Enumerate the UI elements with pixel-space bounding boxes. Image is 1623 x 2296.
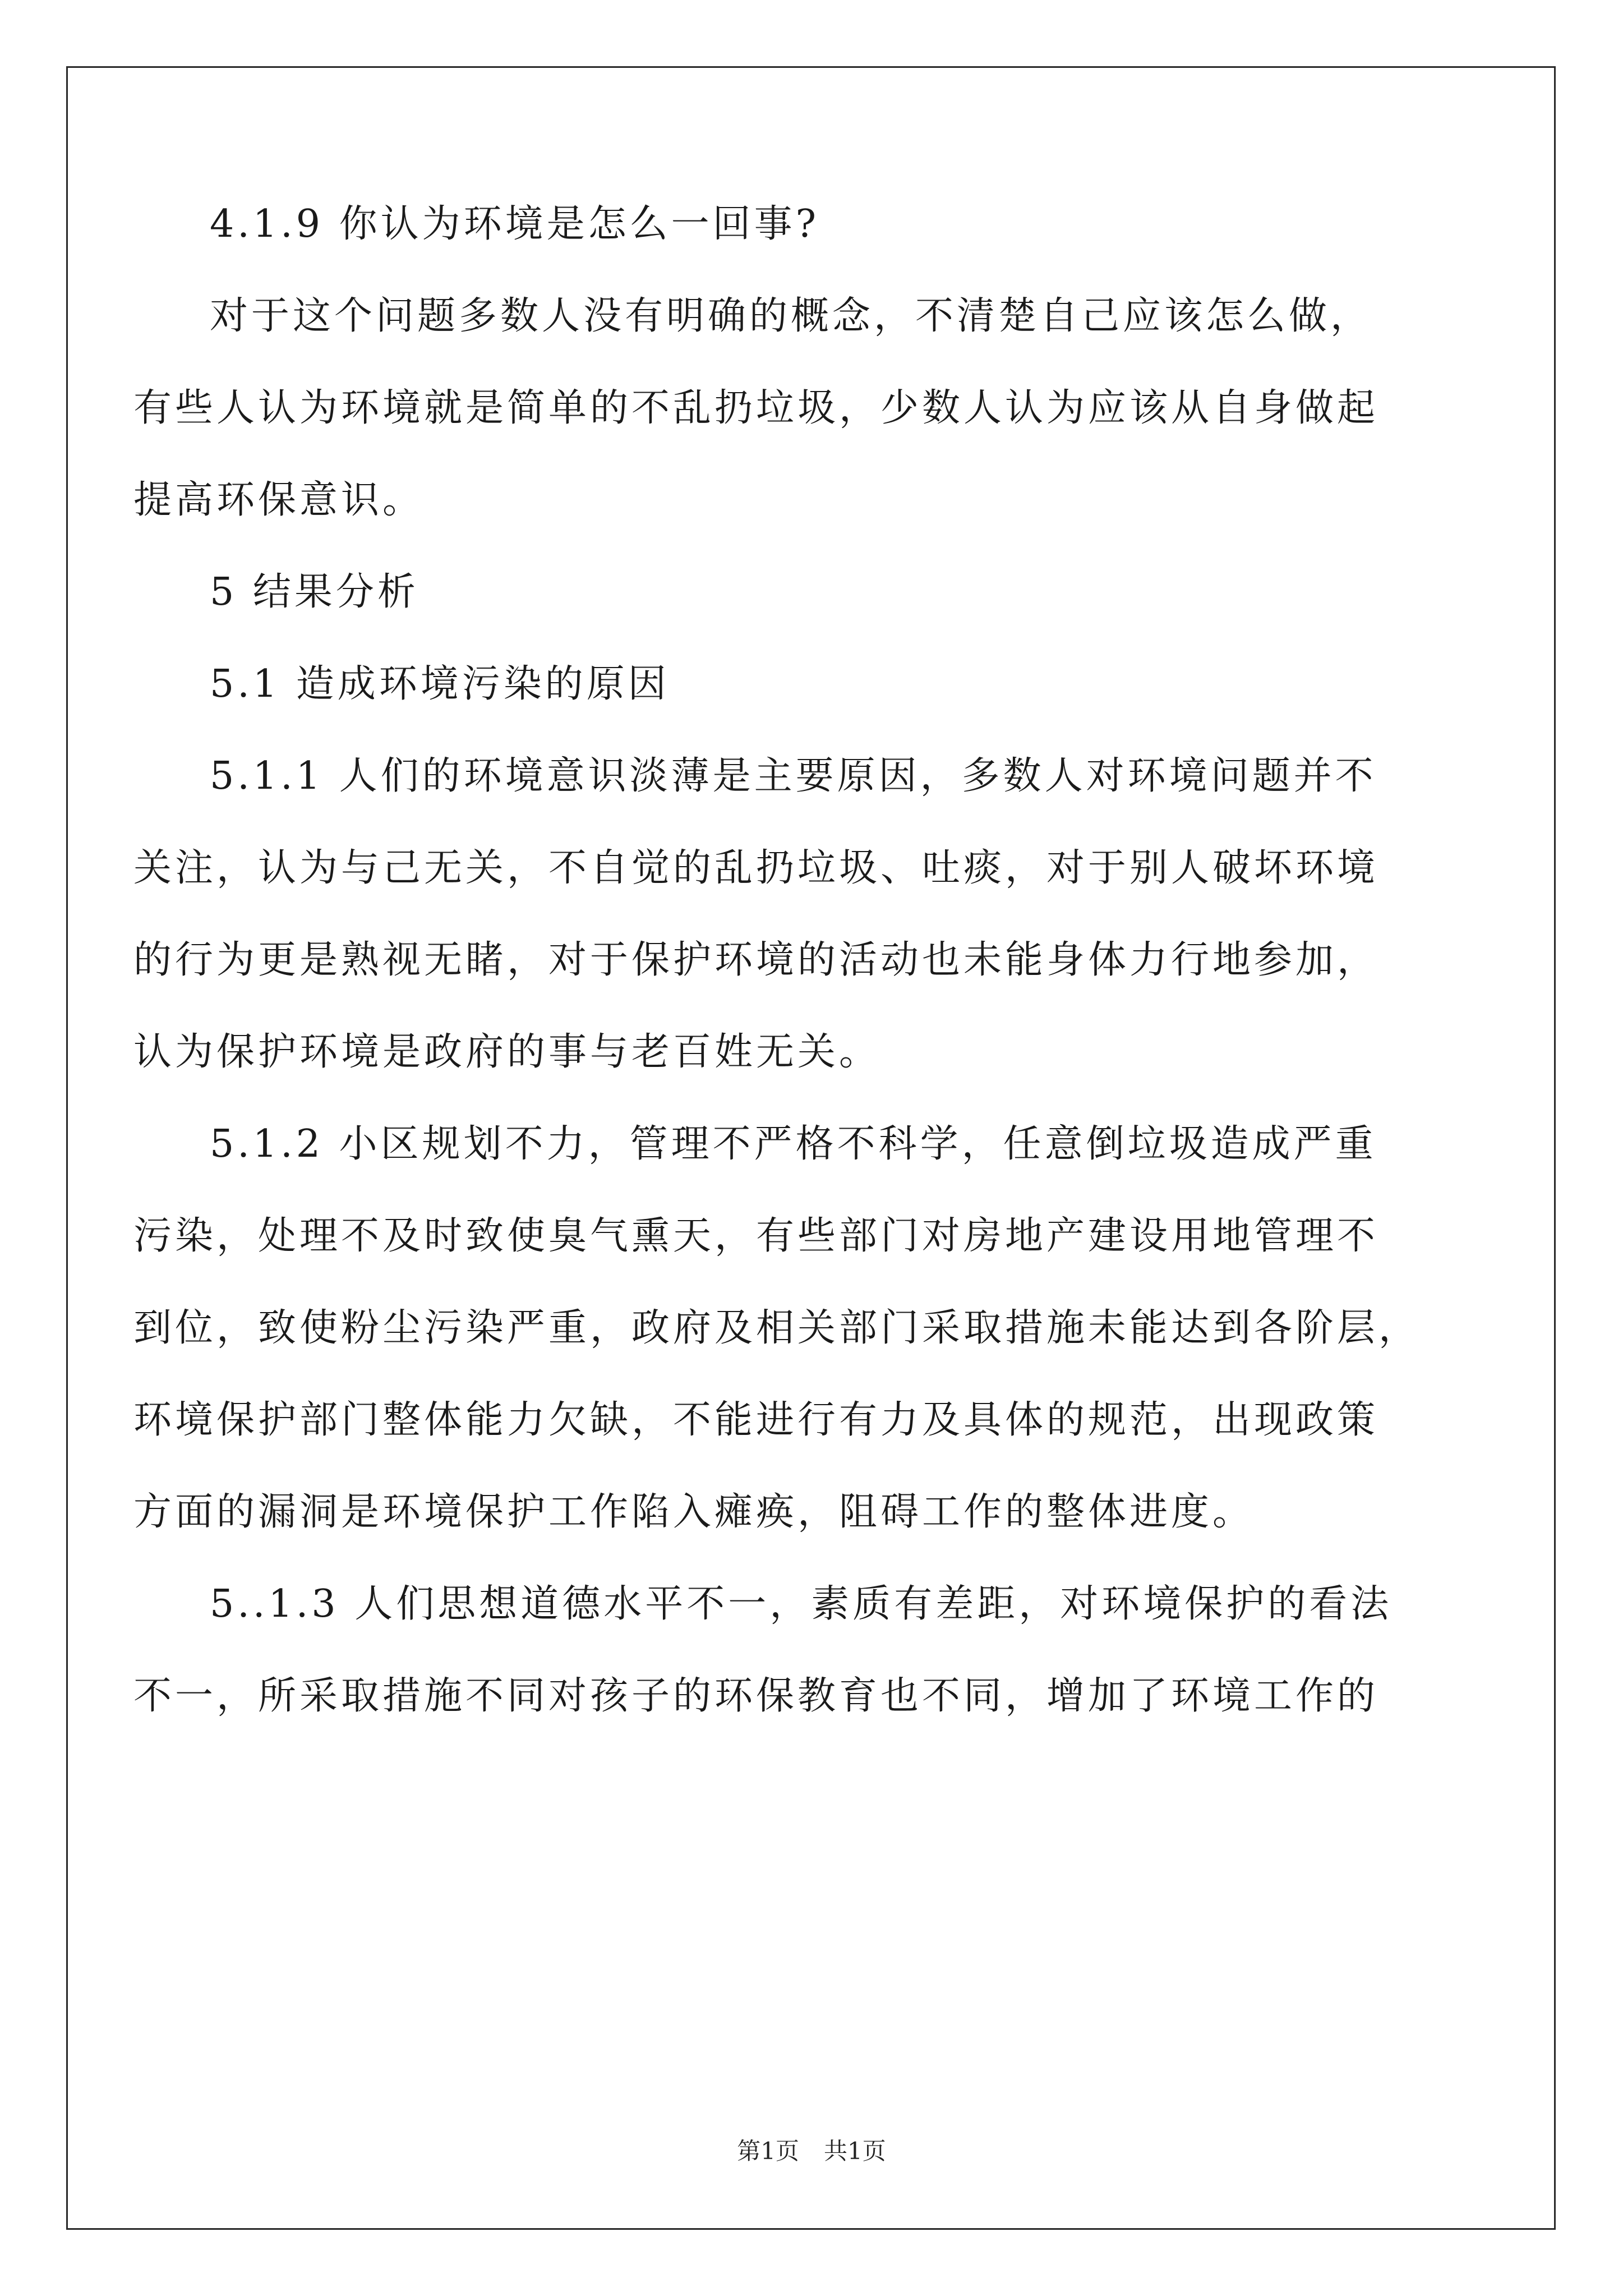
paragraph-line: 5.1.2 小区规划不力，管理不严格不科学，任意倒垃圾造成严重 [210,1122,1377,1166]
paragraph-line: 不一，所采取措施不同对孩子的环保教育也不同，增加了环境工作的 [133,1674,1379,1718]
paragraph-line: 5.1.1 人们的环境意识淡薄是主要原因，多数人对环境问题并不 [210,754,1377,798]
paragraph-line: 提高环保意识。 [133,478,425,522]
paragraph-line: 有些人认为环境就是简单的不乱扔垃圾，少数人认为应该从自身做起 [133,386,1379,430]
paragraph-line: 认为保护环境是政府的事与老百姓无关。 [133,1030,881,1074]
paragraph-line: 5..1.3 人们思想道德水平不一，素质有差距，对环境保护的看法 [210,1582,1393,1626]
paragraph-line: 环境保护部门整体能力欠缺，不能进行有力及具体的规范，出现政策 [133,1398,1379,1442]
page-footer [0,2137,1623,2165]
paragraph-line: 污染，处理不及时致使臭气熏天，有些部门对房地产建设用地管理不 [133,1214,1379,1258]
paragraph-line: 到位，致使粉尘污染严重，政府及相关部门采取措施未能达到各阶层， [133,1306,1421,1350]
paragraph-line: 的行为更是熟视无睹，对于保护环境的活动也未能身体力行地参加， [133,938,1379,982]
paragraph-line: 4.1.9 你认为环境是怎么一回事? [210,202,820,246]
page-number-current: 第1页 [737,2137,799,2165]
paragraph-line: 关注，认为与己无关，不自觉的乱扔垃圾、吐痰，对于别人破坏环境 [133,846,1379,890]
paragraph-line: 对于这个问题多数人没有明确的概念，不清楚自己应该怎么做， [210,294,1372,338]
subsection-heading: 5.1 造成环境污染的原因 [210,662,670,706]
page-number-total: 共1页 [824,2137,886,2165]
section-heading: 5 结果分析 [210,570,419,614]
paragraph-line: 方面的漏洞是环境保护工作陷入瘫痪，阻碍工作的整体进度。 [133,1490,1255,1534]
